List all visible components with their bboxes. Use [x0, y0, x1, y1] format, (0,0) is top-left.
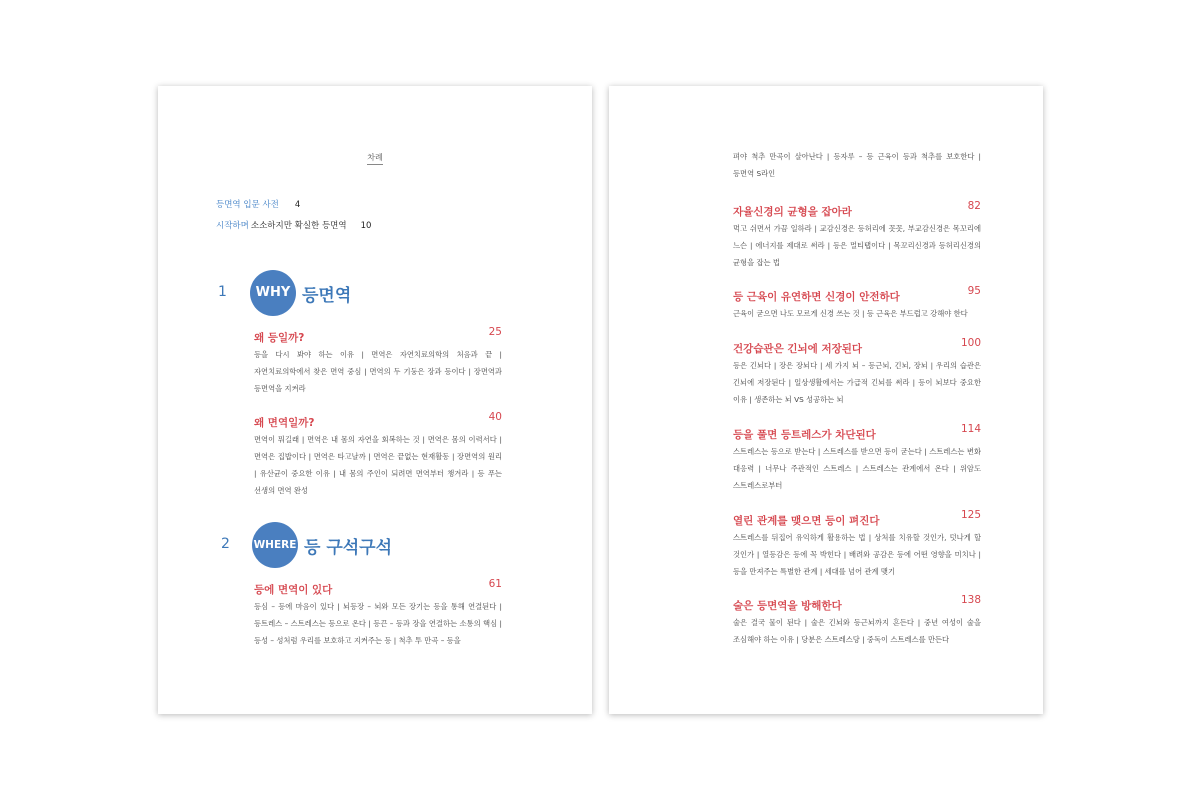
intro-title: 소소하지만 확실한 등면역 — [250, 221, 347, 231]
intro-label: 시작하며 — [216, 221, 249, 231]
chapter-head — [254, 326, 502, 342]
chapter-head — [733, 285, 981, 301]
chapter-head — [254, 411, 502, 427]
chapter-title: 술은 등면역을 방해한다 — [733, 600, 842, 612]
chapter-title: 등 근육이 유연하면 신경이 안전하다 — [733, 291, 900, 303]
toc-chapter[interactable] — [733, 509, 981, 580]
chapter-page-number: 82 — [967, 200, 981, 212]
continued-description: 펴야 척추 만곡이 살아난다 | 등자루 – 등 근육이 등과 척추를 보호한다 | 등면역 S라인 — [733, 152, 981, 178]
part-badge: WHERE — [252, 522, 298, 568]
chapter-page-number: 100 — [960, 337, 981, 349]
left-page — [158, 86, 592, 714]
chapter-page-number: 95 — [967, 285, 981, 297]
chapter-page-number: 40 — [488, 411, 502, 423]
chapter-page-number: 61 — [488, 578, 502, 590]
chapter-description: 등은 긴뇌다 | 장은 장뇌다 | 세 가지 뇌 – 등근뇌, 긴뇌, 장뇌 | 우리의 습관은 긴뇌에 저장된다 | 일상생활에서는 가급적 긴뇌를 써라 | 등이 뇌보다 중요한 이유 | 생존하는 뇌 VS 성공하는 뇌 — [733, 361, 981, 404]
chapter-description: 등심 – 등에 마음이 있다 | 뇌등장 – 뇌와 모든 장기는 등을 통해 연결된다 | 등트레스 – 스트레스는 등으로 온다 | 등끈 – 등과 장을 연결하는 소통의 핵심 | 등성 – 성처럼 우리를 보호하고 지켜주는 등 | 척추 투 만곡 – 등을 — [254, 602, 502, 645]
chapter-title: 열린 관계를 맺으면 등이 펴진다 — [733, 515, 880, 527]
chapter-description: 면역이 뭐길래 | 면역은 내 몸의 자연을 회복하는 것 | 면역은 몸의 이력서다 | 면역은 집밥이다 | 면역은 타고날까 | 면역은 끝없는 현재활동 | 장면역의 원리 | 유산균이 중요한 이유 | 내 몸의 주인이 되려면 면역부터 챙겨라 | 등 푸는 선생의 면역 완성 — [254, 435, 502, 495]
part-title: 등 구석구석 — [304, 538, 393, 558]
toc-chapter[interactable] — [254, 578, 502, 649]
chapter-page-number: 114 — [960, 423, 981, 435]
chapter-title: 왜 면역일까? — [254, 417, 315, 429]
right-page — [609, 86, 1043, 714]
chapter-description: 먹고 쉬면서 가끔 일하라 | 교감신경은 등허리에 꼿꼿, 부교감신경은 목꼬리에 느슨 | 에너지를 제대로 써라 | 등은 멀티탭이다 | 목꼬리신경과 등허리신경의 균형을 잡는 법 — [733, 224, 981, 267]
toc-chapter[interactable] — [733, 285, 981, 322]
intro-label: 등면역 입문 사전 — [216, 200, 279, 210]
chapter-page-number: 25 — [488, 326, 502, 338]
intro-item — [216, 198, 300, 210]
part-number: 1 — [218, 284, 227, 300]
chapter-description: 술은 결국 물이 된다 | 술은 긴뇌와 등근뇌까지 흔든다 | 중년 여성이 술을 조심해야 하는 이유 | 당분은 스트레스당 | 중독이 스트레스를 만든다 — [733, 618, 981, 644]
chapter-title: 등에 면역이 있다 — [254, 584, 333, 596]
toc-heading-text: 차례 — [367, 153, 382, 165]
toc-chapter[interactable] — [733, 200, 981, 271]
chapter-head — [733, 423, 981, 439]
toc-chapter[interactable] — [733, 594, 981, 648]
toc-chapter[interactable] — [733, 337, 981, 408]
chapter-page-number: 125 — [960, 509, 981, 521]
part-number: 2 — [221, 536, 230, 552]
part-badge: WHY — [250, 270, 296, 316]
part-title: 등면역 — [302, 286, 352, 306]
intro-item — [216, 219, 371, 231]
intro-page-number: 10 — [360, 221, 372, 231]
chapter-head — [733, 509, 981, 525]
chapter-head — [733, 337, 981, 353]
chapter-head — [733, 200, 981, 216]
chapter-description: 스트레스를 뒤집어 유익하게 활용하는 법 | 상처를 치유할 것인가, 덧나게 할 것인가 | 열등감은 등에 꼭 박힌다 | 배려와 공감은 등에 어떤 영향을 미치나 | 등을 만져주는 특별한 관계 | 세대를 넘어 관계 맺기 — [733, 533, 981, 576]
toc-chapter[interactable] — [254, 326, 502, 397]
chapter-page-number: 138 — [960, 594, 981, 606]
toc-heading — [158, 152, 592, 163]
chapter-title: 등을 풀면 등트레스가 차단된다 — [733, 429, 876, 441]
chapter-description: 근육이 굳으면 나도 모르게 신경 쓰는 것 | 등 근육은 부드럽고 강해야 한다 — [733, 309, 968, 318]
toc-chapter[interactable] — [733, 423, 981, 494]
intro-page-number: 4 — [294, 200, 301, 210]
chapter-title: 건강습관은 긴뇌에 저장된다 — [733, 343, 863, 355]
toc-chapter[interactable] — [254, 411, 502, 499]
chapter-head — [254, 578, 502, 594]
chapter-description: 등을 다시 봐야 하는 이유 | 면역은 자연치료의학의 처음과 끝 | 자연치료의학에서 찾은 면역 중심 | 면역의 두 기둥은 장과 등이다 | 장면역과 등면역을 지켜라 — [254, 350, 502, 393]
chapter-title: 왜 등일까? — [254, 332, 305, 344]
chapter-title: 자율신경의 균형을 잡아라 — [733, 206, 852, 218]
part-header — [158, 522, 592, 570]
chapter-head — [733, 594, 981, 610]
chapter-description: 스트레스는 등으로 받는다 | 스트레스를 받으면 등이 굳는다 | 스트레스는 변화 대응력 | 너무나 주관적인 스트레스 | 스트레스는 관계에서 온다 | 위암도 스트레스로부터 — [733, 447, 981, 490]
part-header — [158, 270, 592, 318]
